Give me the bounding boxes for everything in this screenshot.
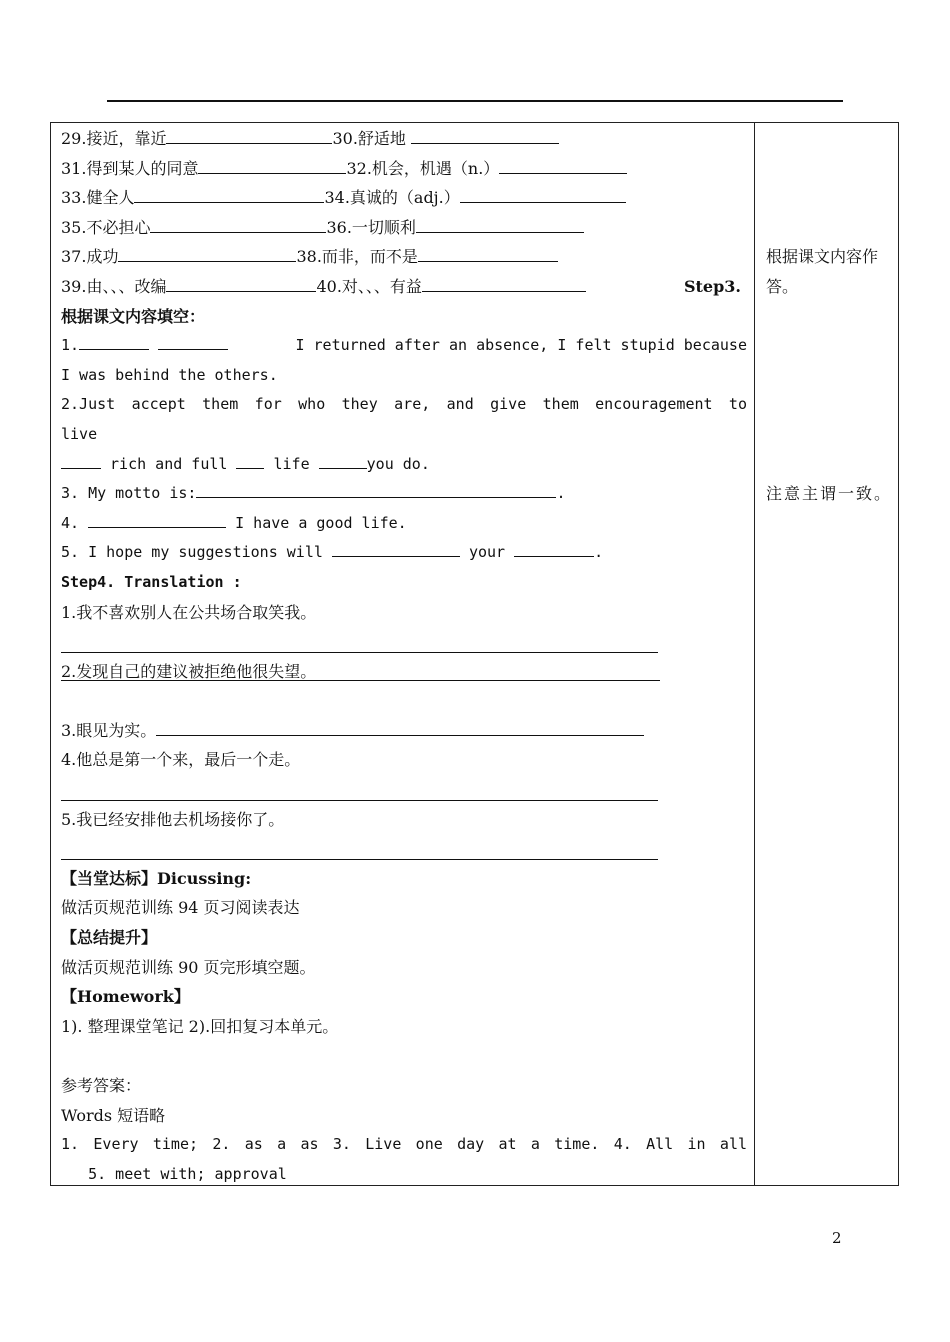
- vocab-34: 34.真诚的（adj.）: [324, 188, 460, 208]
- fill-question-1-cont: I was behind the others.: [61, 365, 278, 384]
- question-number: 1.: [61, 336, 80, 355]
- question-text: life: [273, 454, 310, 473]
- answers-line-2: 5. meet with; approval: [61, 1164, 287, 1183]
- translation-5: 5.我已经安排他去机场接你了。: [61, 809, 285, 829]
- vocab-row: [61, 272, 747, 302]
- section-homework-text: 1). 整理课堂笔记 2).回扣复习本单元。: [61, 1016, 339, 1036]
- answer-blank[interactable]: [499, 155, 627, 174]
- vocab-37: 37.成功: [61, 247, 119, 267]
- question-text: you do.: [366, 454, 430, 473]
- vocab-row: [61, 213, 747, 243]
- question-text: 3. My motto is:: [61, 484, 197, 503]
- blank-line: [61, 1041, 747, 1071]
- fill-question-2-cont: live: [61, 424, 98, 443]
- answer-blank[interactable]: [416, 214, 584, 233]
- side-note-1: 根据课文内容作答。: [766, 247, 879, 296]
- fill-question-3: [61, 479, 747, 509]
- answer-blank[interactable]: [166, 273, 316, 292]
- section-homework: 【Homework】: [61, 987, 190, 1007]
- section-dangtang: 【当堂达标】Dicussing:: [61, 868, 252, 888]
- answer-blank[interactable]: [150, 214, 326, 233]
- answer-blank[interactable]: [166, 125, 332, 144]
- answer-blank[interactable]: [198, 155, 346, 174]
- section-dangtang-text: 做活页规范训练 94 页习阅读表达: [61, 898, 300, 918]
- vocab-38: 38.而非，而不是: [296, 247, 418, 267]
- answer-blank[interactable]: [118, 243, 296, 262]
- fill-question-2-end: [61, 450, 747, 480]
- answer-blank[interactable]: [418, 243, 558, 262]
- vocab-row: [61, 242, 747, 272]
- answer-blank[interactable]: [411, 125, 559, 144]
- section-zongjie: 【总结提升】: [61, 928, 158, 948]
- question-text: .: [556, 484, 566, 503]
- translation-1: 1.我不喜欢别人在公共场合取笑我。: [61, 602, 317, 622]
- step3-heading: Step3.: [683, 276, 741, 296]
- answer-blank[interactable]: [156, 717, 644, 736]
- column-divider: [754, 122, 755, 1186]
- vocab-32: 32.机会，机遇（n.）: [346, 158, 500, 178]
- vocab-row: [61, 183, 747, 213]
- answer-blank[interactable]: [88, 509, 226, 528]
- translation-3-prompt: 3.眼见为实。: [61, 720, 157, 740]
- vocab-29: 29.接近，靠近: [61, 129, 167, 148]
- translation-4: 4.他总是第一个来，最后一个走。: [61, 750, 301, 770]
- translation-5-answer[interactable]: [61, 834, 747, 864]
- answer-blank[interactable]: [196, 479, 556, 498]
- vocab-row: [61, 124, 747, 154]
- answer-blank[interactable]: [319, 450, 367, 469]
- answer-blank[interactable]: [460, 184, 626, 203]
- answer-blank[interactable]: [134, 184, 324, 203]
- answer-blank[interactable]: [79, 331, 149, 350]
- translation-1-answer[interactable]: [61, 627, 747, 657]
- step3-instruction: 根据课文内容填空：: [61, 306, 206, 326]
- vocab-row: [61, 154, 747, 184]
- answer-blank[interactable]: [332, 538, 460, 557]
- question-text: your: [468, 543, 506, 562]
- step4-heading: Step4. Translation :: [61, 572, 242, 591]
- answers-line-1: 1. Every time; 2. as a as 3. Live one day at a time. 4. All in all: [61, 1135, 747, 1154]
- fill-question-1: [61, 331, 747, 361]
- translation-3: [61, 716, 747, 746]
- question-text: I returned after an absence, I felt stupid because: [295, 336, 747, 355]
- fill-question-4: [61, 509, 747, 539]
- question-text: 5. I hope my suggestions will: [61, 543, 323, 562]
- side-note-2: 注意主谓一致。: [766, 484, 890, 503]
- translation-2-answer[interactable]: [61, 686, 747, 716]
- answers-words: Words 短语略: [61, 1105, 166, 1125]
- section-zongjie-text: 做活页规范训练 90 页完形填空题。: [61, 957, 316, 977]
- answer-blank[interactable]: [514, 538, 594, 557]
- answer-blank[interactable]: [158, 331, 228, 350]
- answer-blank[interactable]: [61, 450, 101, 469]
- vocab-36: 36.一切顺利: [326, 217, 416, 237]
- question-text: rich and full: [110, 454, 228, 473]
- vocab-40: 40.对、、、有益: [316, 276, 422, 296]
- question-number: 4.: [61, 513, 80, 532]
- vocab-39: 39.由、、、改编: [61, 276, 167, 296]
- answer-blank[interactable]: [236, 450, 264, 469]
- main-column: [61, 124, 747, 1189]
- fill-question-2: 2.Just accept them for who they are, and give them encouragement to: [61, 395, 747, 414]
- page-number: 2: [832, 1229, 842, 1247]
- translation-4-answer[interactable]: [61, 775, 747, 805]
- vocab-30: 30.舒适地: [332, 129, 406, 148]
- question-text: I have a good life.: [235, 513, 407, 532]
- vocab-35: 35.不必担心: [61, 217, 151, 237]
- fill-question-5: [61, 538, 747, 568]
- translation-2: 2.发现自己的建议被拒绝他很失望。: [61, 661, 317, 681]
- answers-title: 参考答案：: [61, 1076, 142, 1095]
- header-rule: [107, 100, 843, 102]
- answer-blank[interactable]: [422, 273, 586, 292]
- vocab-31: 31.得到某人的同意: [61, 158, 199, 178]
- question-text: .: [594, 543, 604, 562]
- vocab-33: 33.健全人: [61, 188, 135, 208]
